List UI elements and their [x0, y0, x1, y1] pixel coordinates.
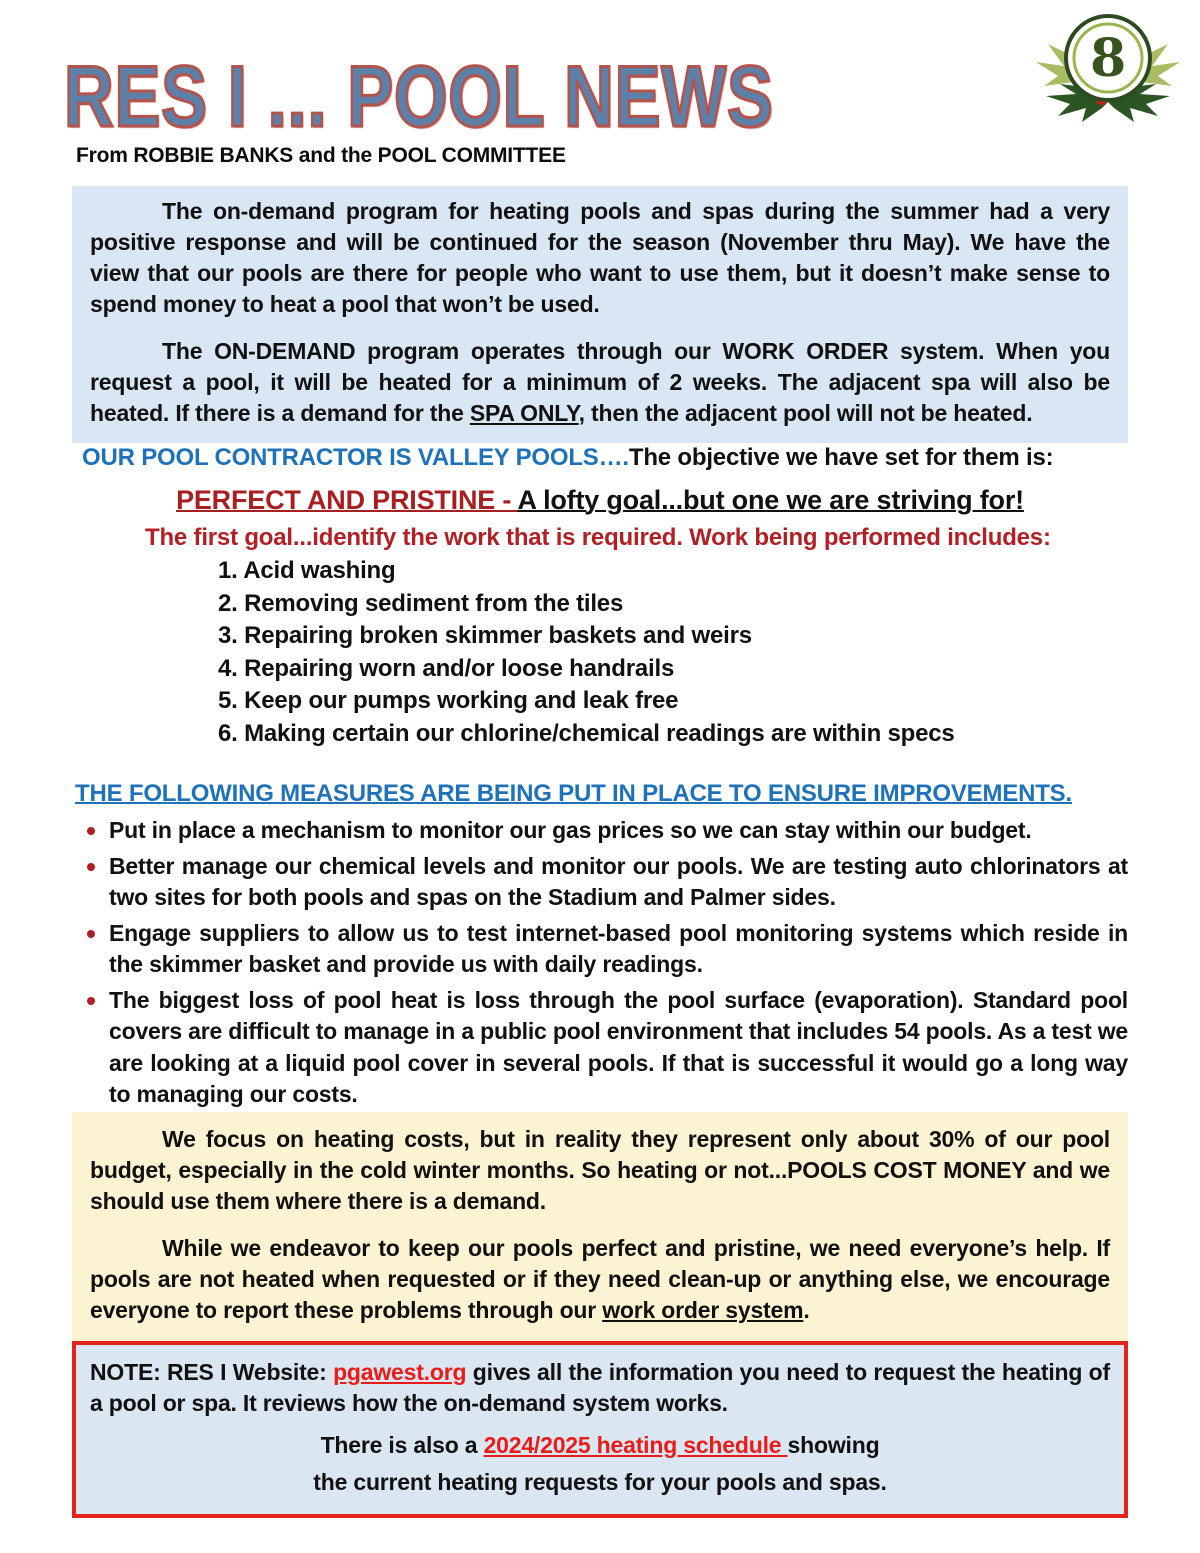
contractor-name: OUR POOL CONTRACTOR IS VALLEY POOLS…. [82, 444, 629, 471]
bullet-icon [87, 997, 95, 1005]
work-item: 6. Making certain our chlorine/chemical readings are within specs [218, 719, 955, 747]
note-paragraph-2 [90, 1430, 1110, 1461]
note-paragraph-1 [90, 1357, 1110, 1419]
goal-slogan: PERFECT AND PRISTINE - [176, 485, 518, 515]
measure-item [75, 851, 1128, 914]
costs-p2-text-end: . [803, 1297, 810, 1323]
intro-p2-text: The ON-DEMAND program operates through our WORK ORDER system. When you request a pool, it will be heated for a minimum of 2 weeks. The adjacent spa will also be heated. If there is a demand for the [90, 338, 1110, 426]
contractor-line [82, 444, 1128, 472]
work-list [218, 555, 955, 750]
work-item: 5. Keep our pumps working and leak free [218, 687, 679, 714]
measure-text: The biggest loss of pool heat is loss through the pool surface (evaporation). Standard pool covers are difficult to manage in a public pool environment that includes 54 pools. As a test we are looking at a liquid pool cover in several pools. If that is successful it would go a long way to managing our costs. [109, 986, 1129, 1107]
spa-only-emphasis: SPA ONLY [469, 400, 579, 426]
note-p2-text-end: showing [787, 1432, 880, 1458]
bullet-icon [87, 863, 95, 871]
goal-line [0, 485, 1200, 516]
costs-paragraph-2 [90, 1233, 1110, 1326]
work-order-system-emphasis: work order system [602, 1297, 804, 1323]
page-title: RES I ... POOL NEWS [64, 49, 774, 145]
goal-description: A lofty goal...but one we are striving for! [517, 485, 1024, 515]
holly-wreath-icon [1032, 6, 1184, 128]
measure-item [75, 985, 1128, 1111]
measure-item [75, 815, 1128, 847]
work-item: 1. Acid washing [218, 557, 396, 584]
byline: From ROBBIE BANKS and the POOL COMMITTEE [76, 144, 566, 167]
intro-box [72, 186, 1128, 443]
note-box [72, 1341, 1128, 1518]
measures-heading: THE FOLLOWING MEASURES ARE BEING PUT IN PLACE TO ENSURE IMPROVEMENTS. [75, 780, 1072, 807]
first-goal-line: The first goal...identify the work that is required. Work being performed includes: [145, 524, 1051, 551]
note-paragraph-3: the current heating requests for your pools and spas. [313, 1469, 887, 1495]
holly-wreath-graphic [1032, 6, 1184, 128]
bullet-icon [87, 827, 95, 835]
work-item: 4. Repairing worn and/or loose handrails [218, 654, 675, 682]
pgawest-link[interactable]: pgawest.org [333, 1359, 467, 1385]
page-number: 8 [1090, 28, 1126, 89]
work-item: 3. Repairing broken skimmer baskets and weirs [218, 622, 752, 649]
measure-text: Engage suppliers to allow us to test internet-based pool monitoring systems which reside in the skimmer basket and provide us with daily readings. [109, 919, 1128, 977]
note-p1-text: gives all the information you need to request the heating of a pool or spa. It reviews how the on-demand system works. [90, 1359, 1110, 1416]
measure-text: Put in place a mechanism to monitor our gas prices so we can stay within our budget. [109, 817, 1032, 843]
heating-schedule-link[interactable]: 2024/2025 heating schedule [483, 1432, 788, 1458]
intro-paragraph-2 [90, 336, 1110, 429]
measure-text: Better manage our chemical levels and monitor our pools. We are testing auto chlorinators at two sites for both pools and spas on the Stadium and Palmer sides. [109, 852, 1128, 910]
contractor-objective: The objective we have set for them is: [628, 444, 1054, 471]
measure-item [75, 918, 1128, 981]
note-p2-text: There is also a [320, 1432, 484, 1458]
costs-paragraph-1: We focus on heating costs, but in reality they represent only about 30% of our pool budget, especially in the cold winter months. So heating or not...POOLS COST MONEY and we should use them where there is a demand. [90, 1126, 1110, 1214]
costs-box [72, 1112, 1128, 1342]
intro-paragraph-1: The on-demand program for heating pools and spas during the summer had a very positive response and will be continued for the season (November thru May). We have the view that our pools are there for people who want to use them, but it doesn’t make sense to spend money to heat a pool that won’t be used. [90, 198, 1110, 317]
bullet-icon [87, 930, 95, 938]
note-label: NOTE: RES I Website: [90, 1359, 334, 1385]
measures-list [75, 815, 1128, 1115]
intro-p2-text-end: , then the adjacent pool will not be heated. [578, 400, 1033, 426]
work-item: 2. Removing sediment from the tiles [218, 589, 624, 617]
costs-p2-text: While we endeavor to keep our pools perfect and pristine, we need everyone’s help. If pools are not heated when requested or if they need clean-up or anything else, we encourage everyone to report these problems through our [90, 1235, 1110, 1323]
